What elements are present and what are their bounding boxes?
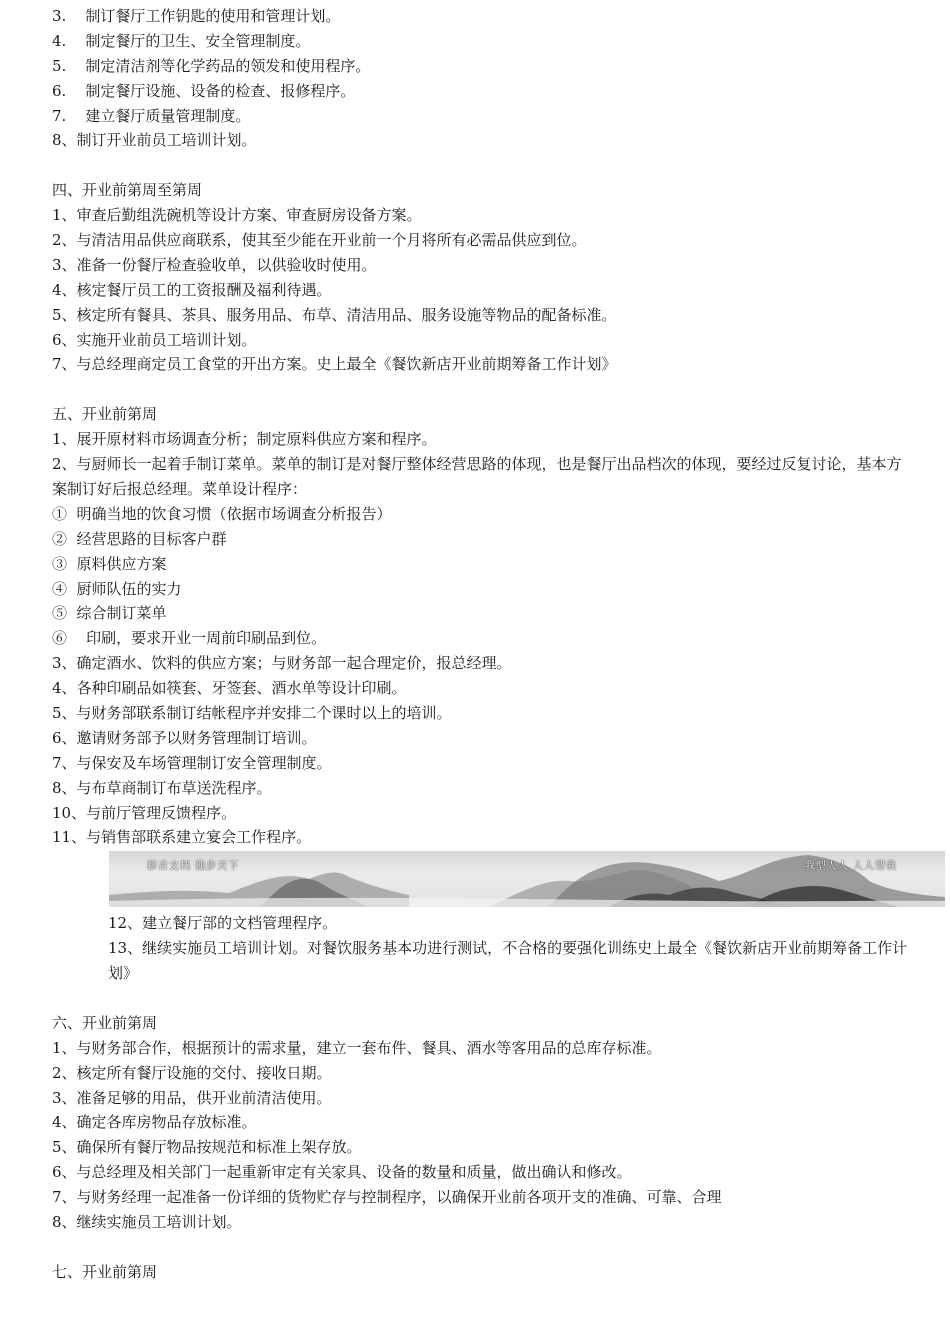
list-item: 2、与厨师长一起着手制订菜单。菜单的制订是对餐厅整体经营思路的体现，也是餐厅出品档次的体现，要经过反复讨论，基本方案制订好后报总经理。菜单设计程序：	[52, 455, 902, 498]
menu-step: ① 明确当地的饮食习惯（依据市场调查分析报告）	[52, 504, 392, 523]
section-heading: 五、开业前第周	[52, 405, 158, 424]
list-item: 1、展开原材料市场调查分析；制定原料供应方案和程序。	[52, 430, 437, 449]
list-item: 4、确定各库房物品存放标准。	[52, 1113, 257, 1132]
list-item: 3、准备一份餐厅检查验收单，以供验收时使用。	[52, 255, 377, 274]
list-item: 5. 制定清洁剂等化学药品的领发和使用程序。	[52, 56, 371, 75]
list-item: 5、核定所有餐具、茶具、服务用品、布草、清洁用品、服务设施等物品的配备标准。	[52, 305, 617, 324]
menu-step: ⑥ 印刷，要求开业一周前印刷品到位。	[52, 629, 327, 648]
menu-step: ③ 原料供应方案	[52, 554, 167, 573]
document-page	[52, 4, 912, 1285]
list-item: 3、准备足够的用品，供开业前清洁使用。	[52, 1088, 332, 1107]
list-item: 2、核定所有餐厅设施的交付、接收日期。	[52, 1063, 332, 1082]
banner-slogan-right: 我型人人 人人型我	[804, 861, 897, 873]
list-item: 3. 制订餐厅工作钥匙的使用和管理计划。	[52, 7, 341, 25]
list-item: 5、确保所有餐厅物品按规范和标准上架存放。	[52, 1138, 362, 1157]
section-6	[52, 1011, 912, 1235]
list-item: 7、与保安及车场管理制订安全管理制度。	[52, 753, 332, 772]
list-item: 7、与财务经理一起准备一份详细的货物贮存与控制程序，以确保开业前各项开支的准确、可靠、合理	[52, 1188, 722, 1207]
list-item: 6、与总经理及相关部门一起重新审定有关家具、设备的数量和质量，做出确认和修改。	[52, 1163, 632, 1182]
list-item: 12、建立餐厅部的文档管理程序。	[108, 914, 338, 933]
section-5	[52, 402, 912, 986]
list-item: 6. 制定餐厅设施、设备的检查、报修程序。	[52, 81, 356, 100]
section-heading: 六、开业前第周	[52, 1013, 158, 1032]
list-item: 3、确定酒水、饮料的供应方案；与财务部一起合理定价，报总经理。	[52, 654, 512, 673]
list-item: 7、与总经理商定员工食堂的开出方案。史上最全《餐饮新店开业前期筹备工作计划》	[52, 355, 617, 374]
list-item: 4. 制定餐厅的卫生、安全管理制度。	[52, 31, 311, 50]
menu-step: ⑤ 综合制订菜单	[52, 604, 167, 623]
banner-slogan-left: 移舌文档 独步天下	[147, 861, 240, 873]
menu-step: ② 经营思路的目标客户群	[52, 529, 227, 548]
paragraph-gap	[52, 986, 912, 1011]
list-item: 4、各种印刷品如筷套、牙签套、酒水单等设计印刷。	[52, 679, 407, 698]
section-4	[52, 178, 912, 377]
list-item: 11、与销售部联系建立宴会工作程序。	[52, 828, 312, 847]
list-item: 5、与财务部联系制订结帐程序并安排二个课时以上的培训。	[52, 703, 452, 722]
menu-step: ④ 厨师队伍的实力	[52, 579, 182, 598]
list-item: 10、与前厅管理反馈程序。	[52, 803, 237, 822]
list-item: 8、与布草商制订布草送洗程序。	[52, 778, 272, 797]
section-3-tail	[52, 4, 912, 153]
paragraph-gap	[52, 153, 912, 178]
list-item: 2、与清洁用品供应商联系，使其至少能在开业前一个月将所有必需品供应到位。	[52, 231, 587, 250]
list-item: 1、审查后勤组洗碗机等设计方案、审查厨房设备方案。	[52, 206, 422, 225]
paragraph-gap	[52, 377, 912, 402]
section-heading: 四、开业前第周至第周	[52, 181, 203, 200]
section-7	[52, 1260, 912, 1285]
list-item: 8、继续实施员工培训计划。	[52, 1213, 242, 1232]
landscape-banner-image	[109, 851, 945, 907]
list-item: 1、与财务部合作，根据预计的需求量，建立一套布件、餐具、酒水等客用品的总库存标准。	[52, 1038, 662, 1057]
list-item: 6、邀请财务部予以财务管理制订培训。	[52, 728, 317, 747]
list-item: 4、核定餐厅员工的工资报酬及福利待遇。	[52, 280, 332, 299]
list-item: 13、继续实施员工培训计划。对餐饮服务基本功进行测试，不合格的要强化训练史上最全《餐饮新店开业前期筹备工作计划》	[108, 939, 908, 983]
list-item: 7. 建立餐厅质量管理制度。	[52, 106, 251, 125]
list-item: 8、制订开业前员工培训计划。	[52, 131, 257, 150]
list-item: 6、实施开业前员工培训计划。	[52, 330, 257, 349]
paragraph-gap	[52, 1235, 912, 1260]
section-heading: 七、开业前第周	[52, 1262, 158, 1281]
